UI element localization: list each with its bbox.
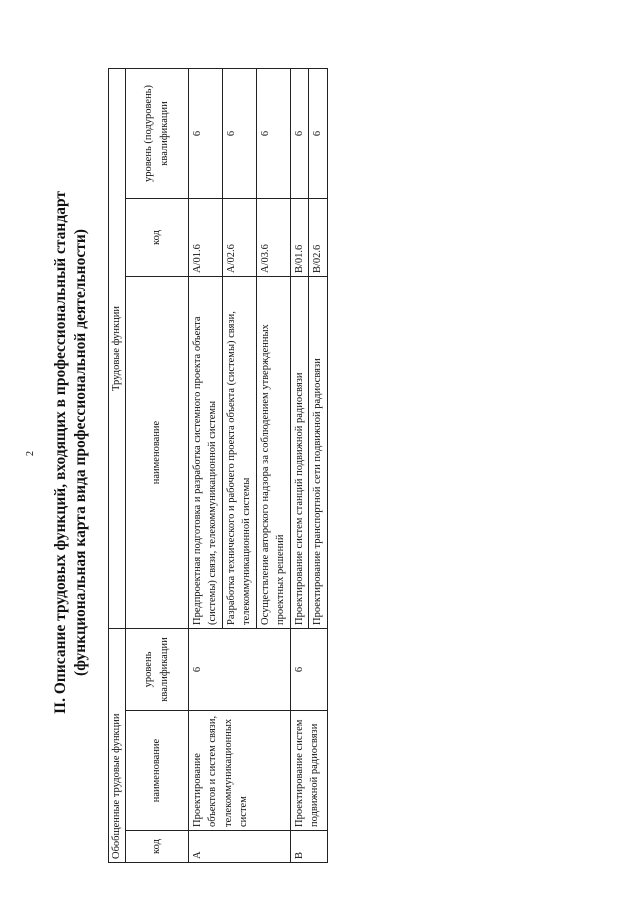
section-subtitle: (функциональная карта вида профессиональной деятельности)	[72, 229, 89, 676]
column-header-row	[125, 68, 188, 862]
labor-functions-header: Трудовые функции	[109, 68, 126, 628]
function-code: A/01.6	[188, 199, 222, 277]
page-number: 2	[25, 451, 36, 456]
function-name: Предпроектная подготовка и разработка системного проекта объекта (системы) связи, телекоммуникационной системы	[188, 277, 222, 629]
function-name: Проектирование систем станций подвижной радиосвязи	[290, 277, 309, 629]
function-name: Проектирование транспортной сети подвижной радиосвязи	[309, 277, 328, 629]
column-header-tf-level: уровень (подуровень) квалификации	[125, 68, 188, 198]
function-name: Разработка технического и рабочего проекта объекта (системы) связи, телекоммуникационной системы	[222, 277, 256, 629]
group-code: B	[290, 831, 327, 863]
function-code: B/02.6	[309, 199, 328, 277]
group-header-row	[109, 68, 126, 862]
group-name: Проектирование объектов и систем связи, телекоммуникационных систем	[188, 711, 290, 831]
column-header-tf-name: наименование	[125, 277, 188, 629]
column-header-tf-code: код	[125, 199, 188, 277]
function-name: Осуществление авторского надзора за соблюдением утвержденных проектных решений	[256, 277, 290, 629]
column-header-code: код	[125, 831, 188, 863]
function-level: 6	[188, 68, 222, 198]
function-level: 6	[309, 68, 328, 198]
function-code: B/01.6	[290, 199, 309, 277]
group-level: 6	[188, 629, 290, 711]
section-title: II. Описание трудовых функций, входящих в профессиональный стандарт	[52, 191, 69, 714]
group-name: Проектирование систем подвижной радиосвязи	[290, 711, 327, 831]
column-header-name: наименование	[125, 711, 188, 831]
function-level: 6	[290, 68, 309, 198]
column-header-level: уровень квалификации	[125, 629, 188, 711]
table-row	[290, 68, 309, 862]
function-code: A/02.6	[222, 199, 256, 277]
group-code: A	[188, 831, 290, 863]
function-code: A/03.6	[256, 199, 290, 277]
function-level: 6	[256, 68, 290, 198]
labor-functions-table	[108, 68, 328, 863]
group-level: 6	[290, 629, 327, 711]
generalized-functions-header: Обобщенные трудовые функции	[109, 629, 126, 863]
table-row	[188, 68, 222, 862]
function-level: 6	[222, 68, 256, 198]
